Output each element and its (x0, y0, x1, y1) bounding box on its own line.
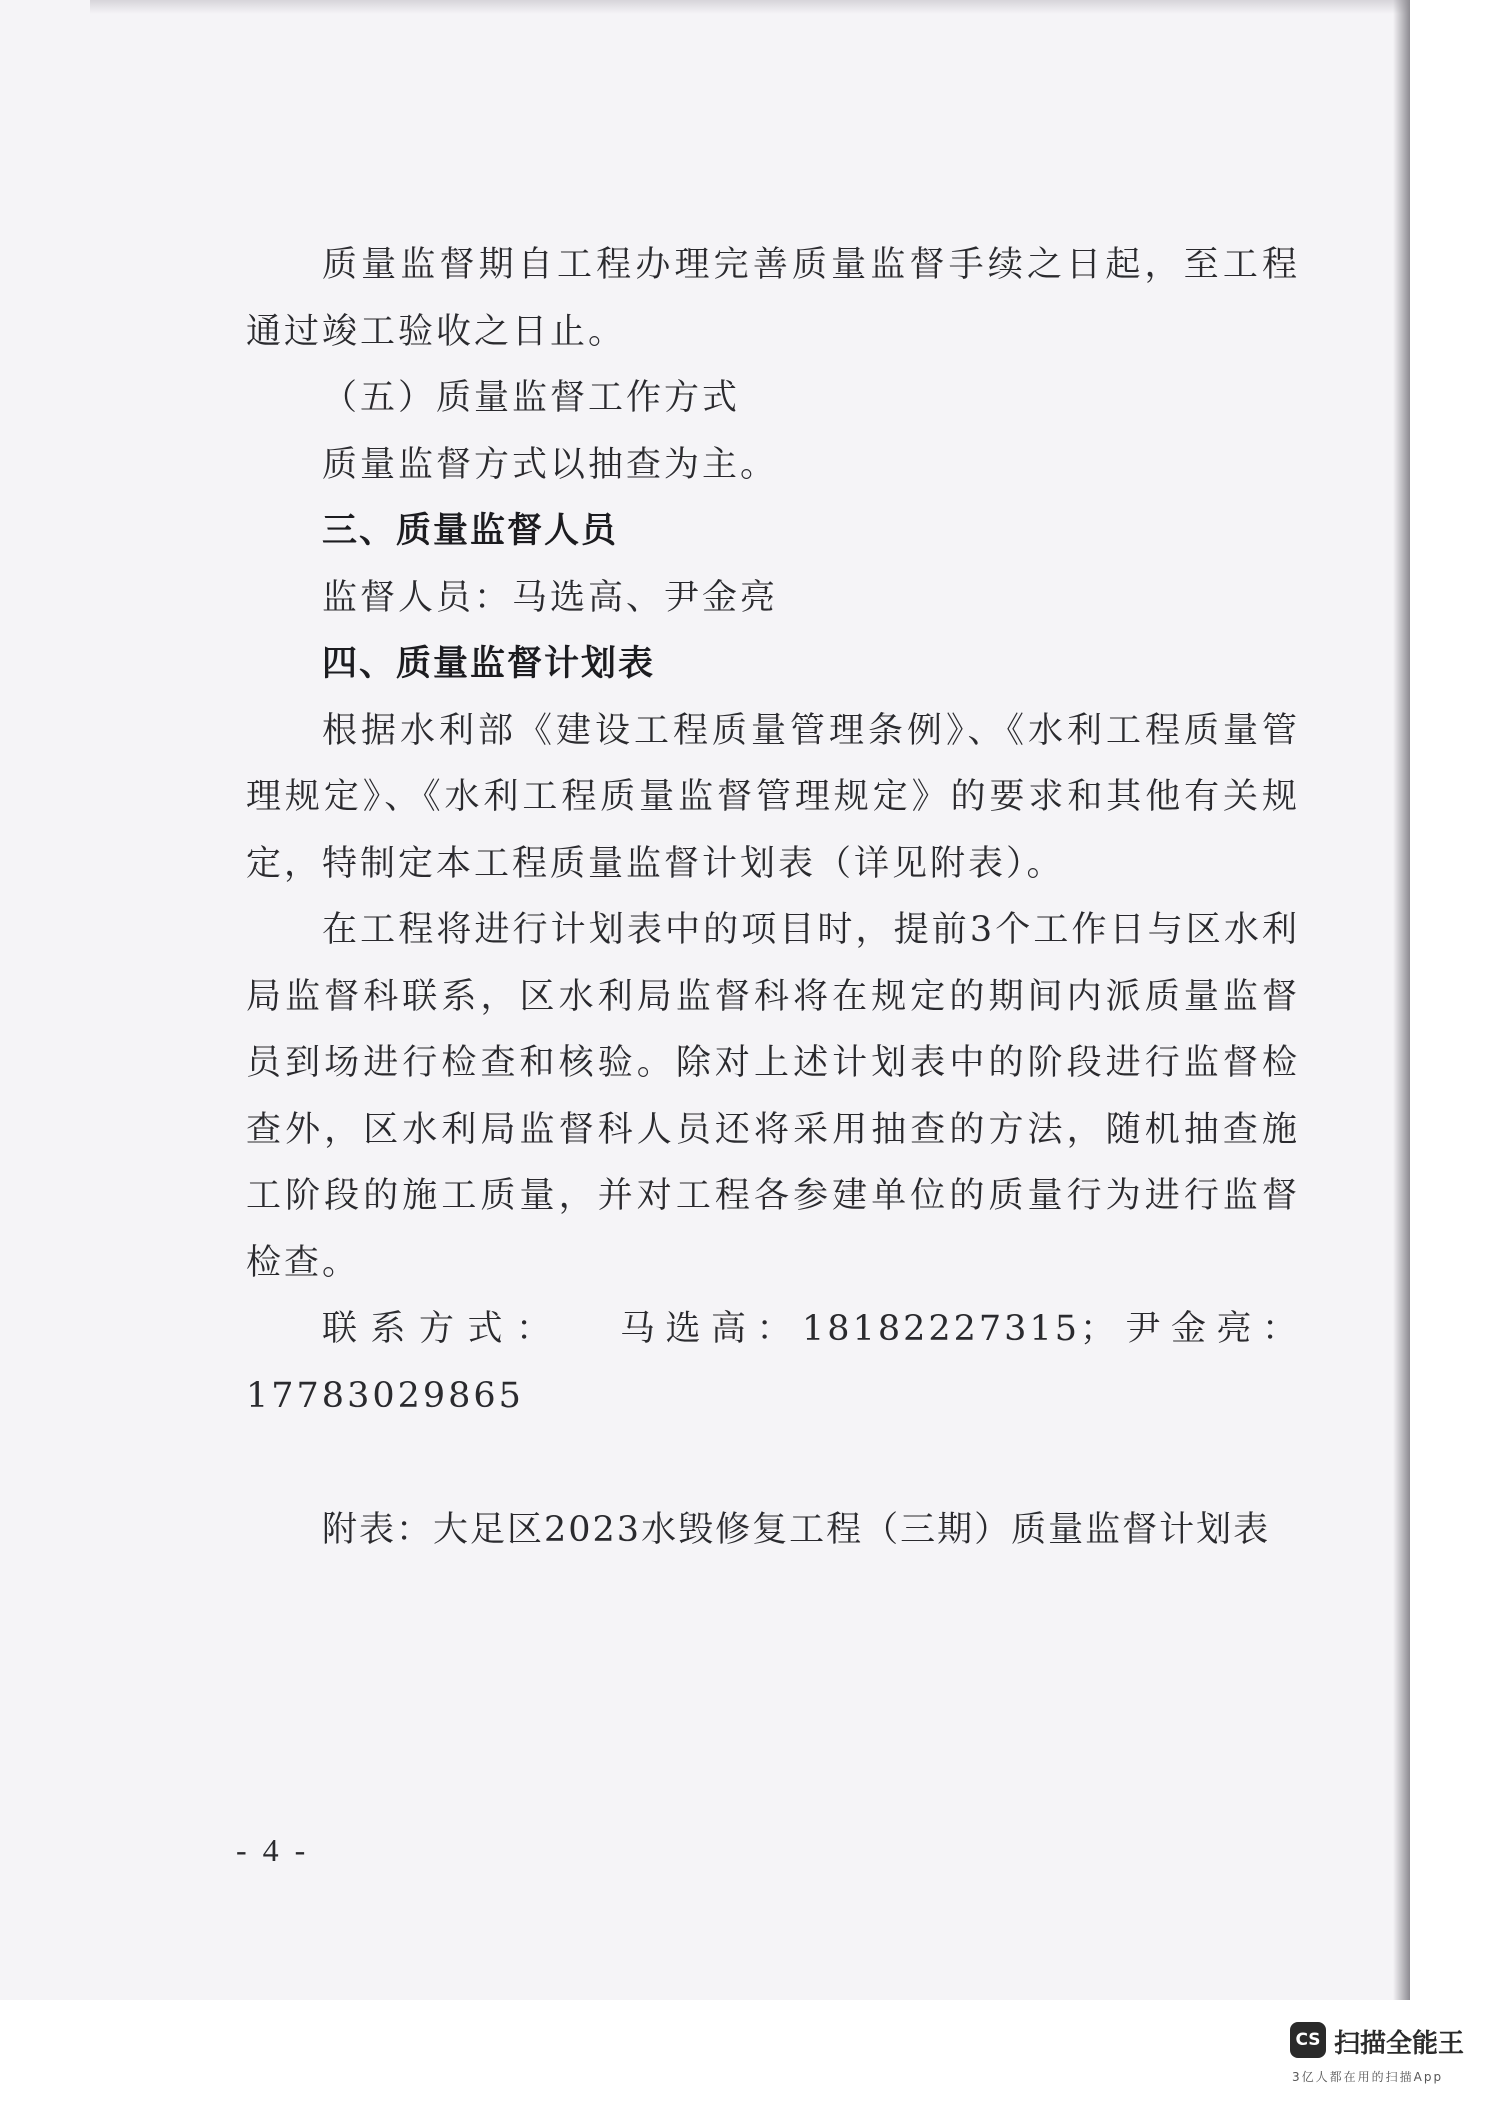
page-number: - 4 - (236, 1832, 310, 1868)
document-body (246, 232, 1300, 1564)
page-edge-shadow (1393, 0, 1410, 2000)
contact-line (246, 1296, 1300, 1429)
subheading-supervision-method: （五）质量监督工作方式 (322, 378, 741, 418)
contact-value: 马选高：18182227315；尹金亮：17783029865 (246, 1309, 1300, 1416)
camscanner-logo-icon: CS (1290, 2022, 1326, 2058)
heading-supervision-personnel: 三、质量监督人员 (322, 511, 619, 551)
paragraph-supervisors: 监督人员：马选高、尹金亮 (322, 577, 779, 618)
scanner-watermark (1290, 2022, 1480, 2094)
watermark-tagline: 3亿人都在用的扫描App (1292, 2070, 1444, 2084)
paragraph-plan-procedure: 在工程将进行计划表中的项目时，提前3个工作日与区水利局监督科联系，区水利局监督科将在规定的期间内派质量监督员到场进行检查和核验。除对上述计划表中的阶段进行监督检查外，区水利局监督科人员还将采用抽查的方法，随机抽查施工阶段的施工质量，并对工程各参建单位的质量行为进行监督检查。 (246, 910, 1300, 1283)
watermark-app-name: 扫描全能王 (1334, 2029, 1465, 2059)
contact-label: 联系方式： (322, 1309, 565, 1349)
paragraph-supervision-period: 质量监督期自工程办理完善质量监督手续之日起，至工程通过竣工验收之日止。 (246, 245, 1300, 352)
appendix-line: 附表：大足区2023水毁修复工程（三期）质量监督计划表 (322, 1510, 1271, 1550)
paragraph-plan-basis: 根据水利部《建设工程质量管理条例》、《水利工程质量管理规定》、《水利工程质量监督管理规定》的要求和其他有关规定，特制定本工程质量监督计划表（详见附表）。 (246, 710, 1300, 884)
heading-supervision-plan: 四、质量监督计划表 (322, 644, 656, 684)
paragraph-supervision-method: 质量监督方式以抽查为主。 (322, 444, 779, 485)
